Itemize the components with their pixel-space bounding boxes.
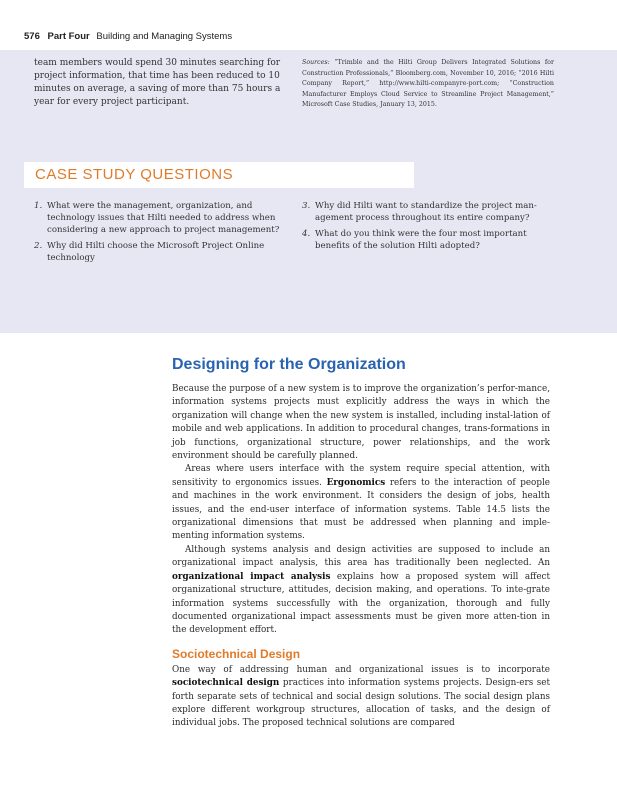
paragraph-1: Because the purpose of a new system is to improve the organization’s perfor-mance, information systems projects must explicitly address the ways in which the organization will change when the new system is installed, including instal-lation of mobile and web applications. In addition to procedural changes, trans-formations in job functions, organizational structure, power relationships, and the work environment should be carefully planned.	[172, 384, 550, 462]
sources-note	[302, 58, 554, 111]
question-item	[302, 200, 554, 224]
main-section	[172, 355, 550, 731]
running-header	[24, 31, 232, 42]
questions-left-column	[34, 200, 284, 268]
question-number: 1.	[34, 201, 43, 211]
paragraph-4-start: One way of addressing human and organizational issues is to incorporate	[172, 664, 550, 675]
case-continuation-text: team members would spend 30 minutes searching for project information, that time has been reduced to 10 minutes on average, a saving of more than 75 hours a year for every project participant.	[34, 58, 281, 107]
paragraph-3	[172, 544, 550, 638]
part-label: Part Four	[47, 31, 90, 42]
paragraph-4	[172, 664, 550, 731]
page-header	[0, 0, 617, 50]
question-text: What do you think were the four most important benefits of the solution Hilti adopted?	[315, 229, 527, 251]
key-term-sociotechnical-design: sociotechnical design	[172, 678, 280, 689]
question-text: Why did Hilti want to standardize the project man-agement process throughout its entire company?	[315, 201, 537, 223]
key-term-organizational-impact-analysis: organizational impact analysis	[172, 571, 331, 582]
question-item	[34, 200, 284, 236]
section-title: Designing for the Organization	[172, 356, 406, 373]
question-item	[34, 240, 284, 264]
question-number: 2.	[34, 241, 43, 251]
case-study-title-box	[24, 162, 414, 188]
section-label: Building and Managing Systems	[96, 31, 233, 42]
page-number: 576	[24, 31, 40, 42]
paragraph-2	[172, 463, 550, 543]
case-study-title: CASE STUDY QUESTIONS	[35, 166, 234, 183]
questions-right-column	[302, 200, 554, 256]
key-term-ergonomics: Ergonomics	[326, 477, 386, 488]
question-text: Why did Hilti choose the Microsoft Project Online technology	[47, 241, 265, 263]
question-number: 3.	[302, 201, 311, 211]
question-number: 4.	[302, 229, 311, 239]
paragraph-3-end: explains how a proposed system will affect organizational structure, attitudes, decision making, and operations. To inte-grate information systems successfully with the organization, thorough and fully documented organizational impact assessments must be given more atten-tion in the development effort.	[172, 571, 550, 636]
question-item	[302, 228, 554, 252]
question-text: What were the management, organization, and technology issues that Hilti needed to address when considering a new approach to project management?	[47, 201, 280, 235]
paragraph-3-start: Although systems analysis and design activities are supposed to include an organizational impact analysis, this area has traditionally been neglected. An	[172, 544, 550, 569]
subsection-title: Sociotechnical Design	[172, 646, 301, 661]
paragraph-2-end: refers to the interaction of people and machines in the work environment. It considers the design of jobs, health issues, and the end-user interface of information systems. Table 14.5 lists the organizational dimensions that must be addressed when planning and imple-menting information systems.	[172, 477, 550, 542]
sources-text: “Trimble and the Hilti Group Delivers Integrated Solutions for Construction Professionals,” Bloomberg.com, November 10, 2016; “2016 Hilti Company Report,” http://www.hilti-companyre-port.com; “Construction Manufacturer Employs Cloud Service to Streamline Project Management,” Microsoft Case Studies, January 13, 2015.	[302, 59, 554, 108]
paragraph-4-end: practices into information systems projects. Design-ers set forth separate sets of technical and social design solutions. The social design plans explore different workgroup structures, allocation of tasks, and the design of individual jobs. The proposed technical solutions are compared	[172, 678, 550, 729]
paragraph-2-start: Areas where users interface with the system require special attention, with sensitivity to ergonomics issues.	[172, 464, 550, 488]
sources-label: Sources:	[302, 59, 330, 66]
